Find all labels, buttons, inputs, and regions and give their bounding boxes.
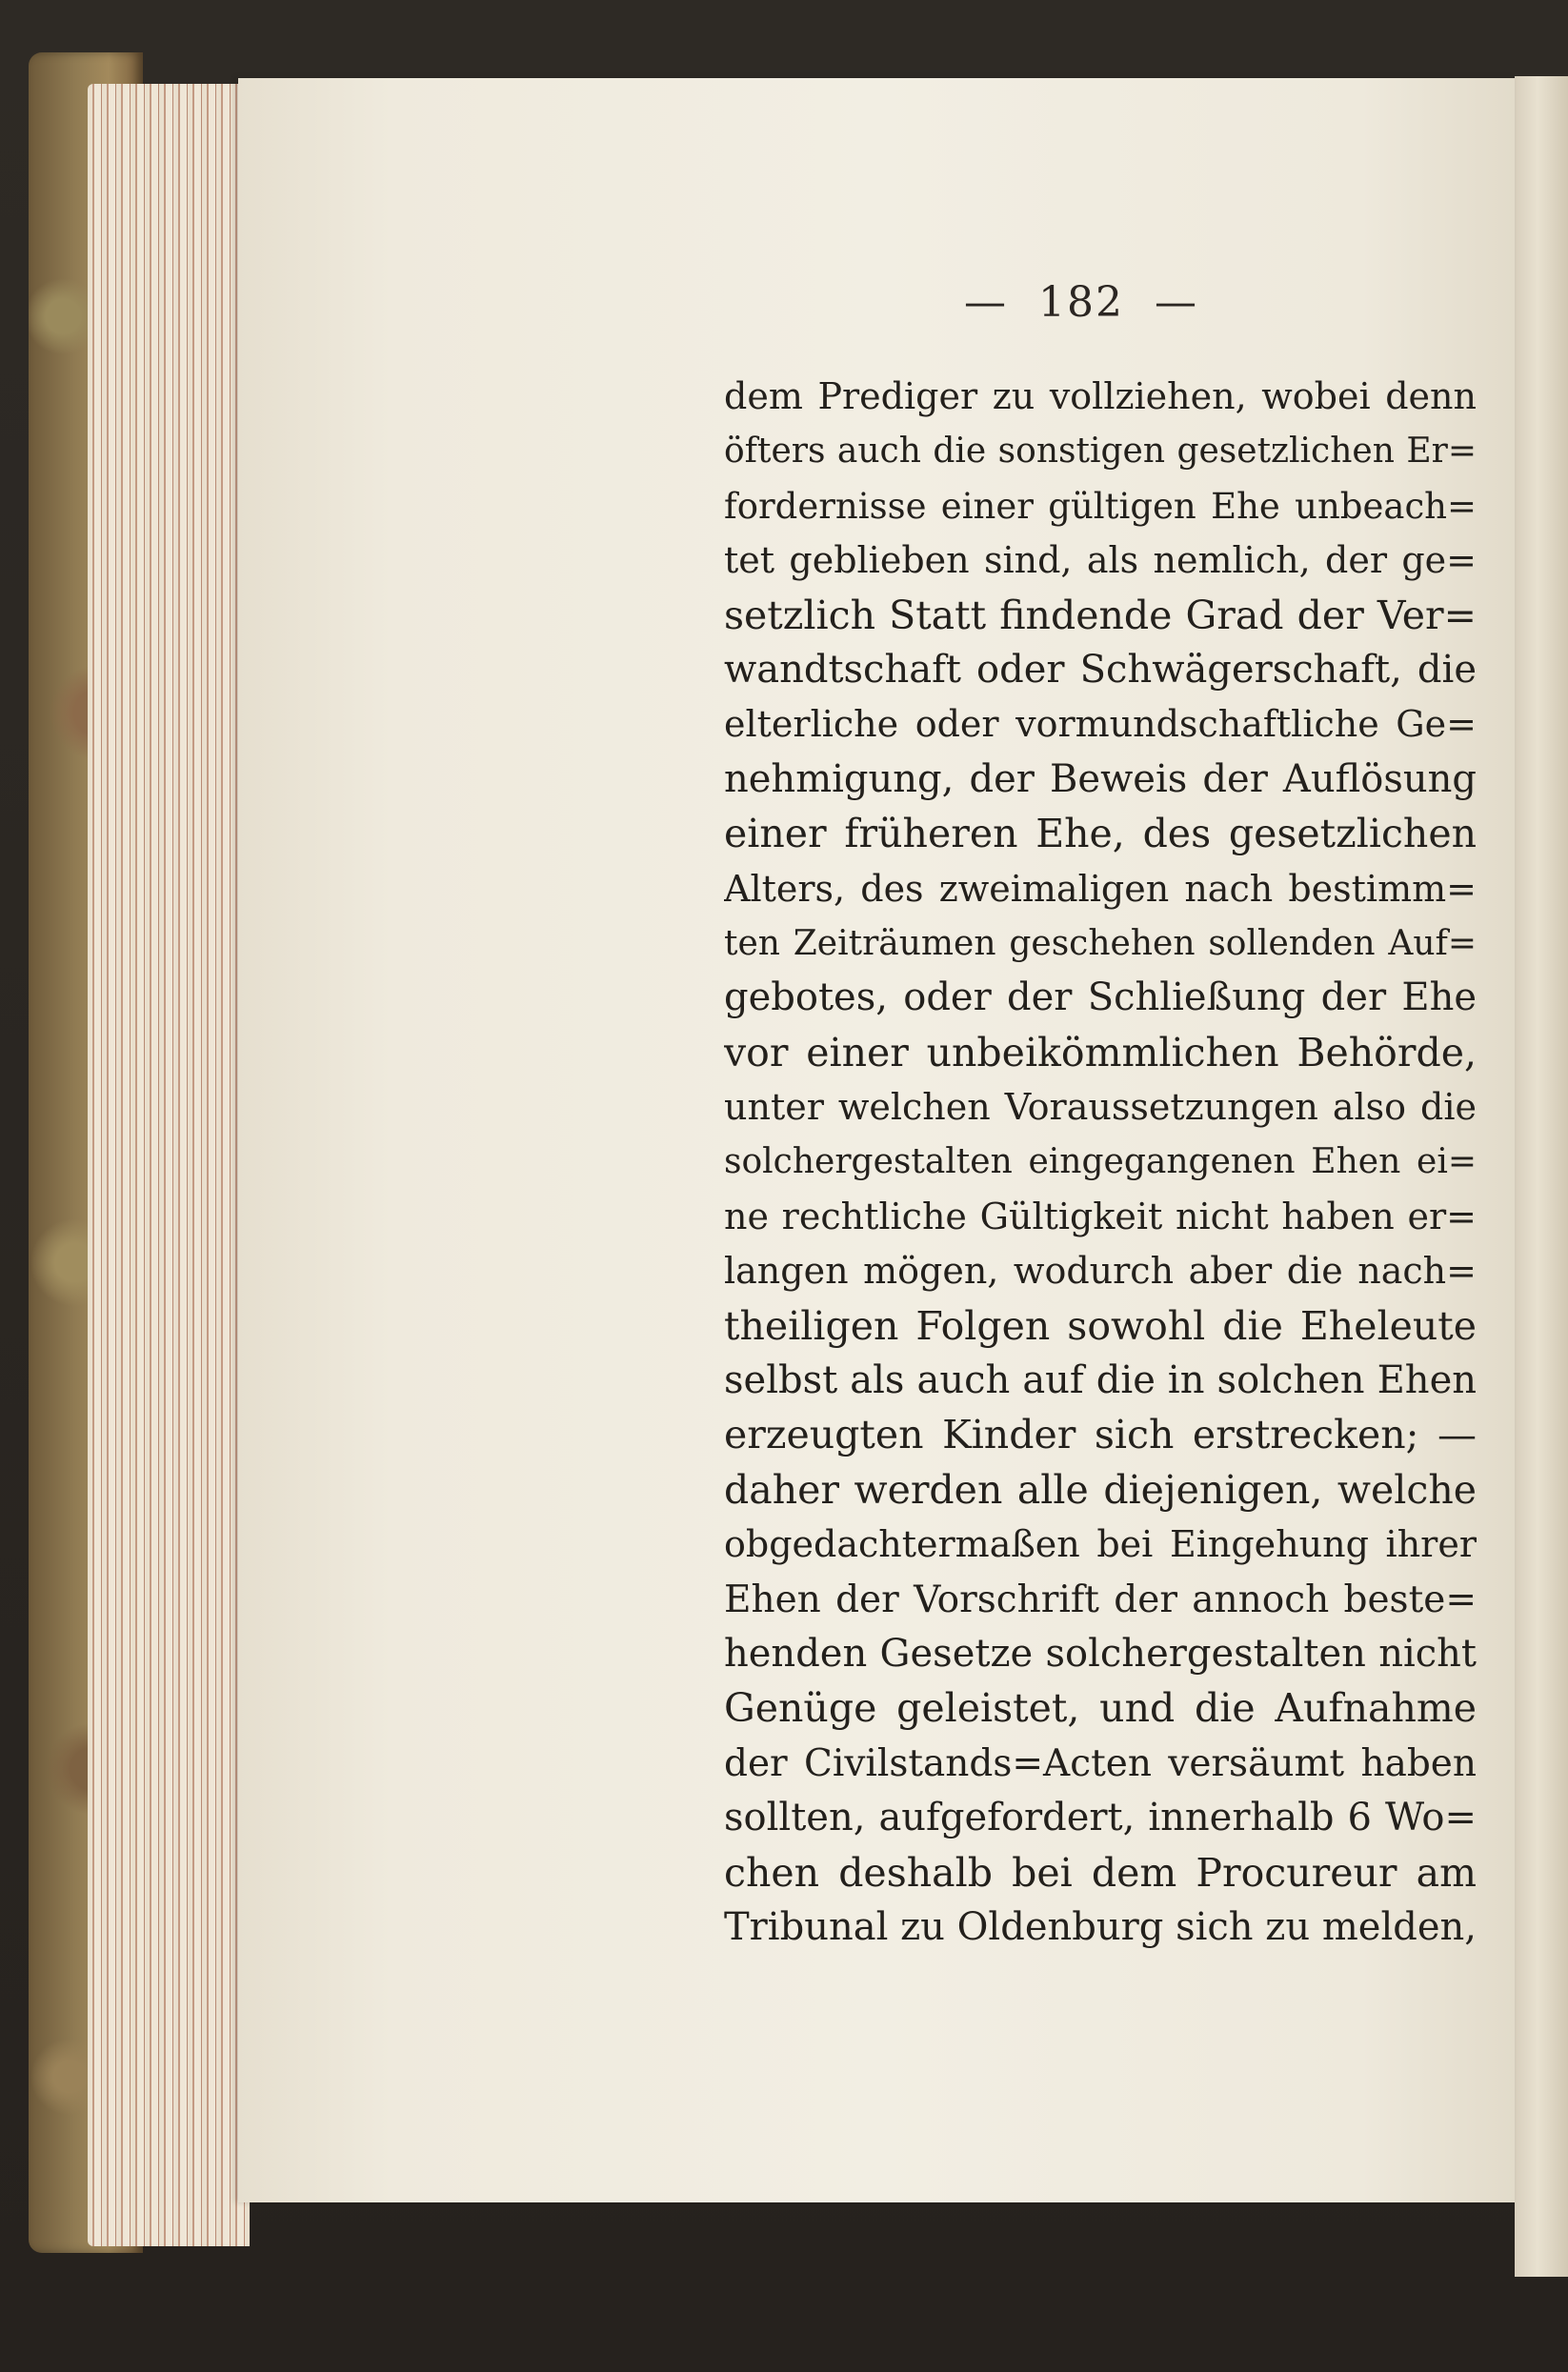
text-line: daher werden alle diejenigen, welche: [724, 1466, 1477, 1513]
page-edges: [88, 84, 250, 2246]
text-line: tet geblieben sind, als nemlich, der ge=: [724, 539, 1477, 582]
text-line: langen mögen, wodurch aber die nach=: [724, 1250, 1477, 1293]
text-line: Alters, des zweimaligen nach bestimm=: [724, 867, 1477, 910]
text-line: ne rechtliche Gültigkeit nicht haben er=: [724, 1195, 1477, 1237]
text-line: ten Zeiträumen geschehen sollenden Auf=: [724, 923, 1477, 963]
text-line: selbst als auch auf die in solchen Ehen: [724, 1358, 1477, 1403]
facing-page-edge: [1515, 76, 1568, 2277]
text-line: einer früheren Ehe, des gesetzlichen: [724, 811, 1477, 857]
page-number: — 182 —: [964, 278, 1198, 327]
text-line: wandtschaft oder Schwägerschaft, die: [724, 647, 1477, 692]
text-line: henden Gesetze solchergestalten nicht: [724, 1631, 1477, 1676]
text-line: sollten, aufgefordert, innerhalb 6 Wo=: [724, 1796, 1477, 1840]
text-line: setzlich Statt findende Grad der Ver=: [724, 592, 1477, 638]
text-line: erzeugten Kinder sich erstrecken; —: [724, 1412, 1477, 1458]
text-line: vor einer unbeikömmlichen Behörde,: [724, 1029, 1477, 1075]
text-line: elterliche oder vormundschaftliche Ge=: [724, 703, 1477, 746]
text-line: theiligen Folgen sowohl die Eheleute: [724, 1302, 1477, 1349]
body-text: [724, 370, 1477, 1955]
text-line: Tribunal zu Oldenburg sich zu melden,: [724, 1904, 1477, 1949]
text-line: Ehen der Vorschrift der annoch beste=: [724, 1578, 1477, 1621]
text-line: gebotes, oder der Schließung der Ehe: [724, 975, 1477, 1020]
text-line: nehmigung, der Beweis der Auflösung: [724, 756, 1477, 801]
text-line: fordernisse einer gültigen Ehe unbeach=: [724, 485, 1477, 527]
text-line: unter welchen Voraussetzungen also die: [724, 1086, 1477, 1129]
text-line: dem Prediger zu vollziehen, wobei denn: [724, 375, 1477, 417]
text-line: öfters auch die sonstigen gesetzlichen Er=: [724, 432, 1477, 472]
text-line: Genüge geleistet, und die Aufnahme: [724, 1685, 1477, 1732]
text-line: der Civilstands=Acten versäumt haben: [724, 1741, 1477, 1785]
text-line: chen deshalb bei dem Procureur am: [724, 1849, 1477, 1896]
text-line: obgedachtermaßen bei Eingehung ihrer: [724, 1523, 1477, 1566]
text-line: solchergestalten eingegangenen Ehen ei=: [724, 1142, 1477, 1182]
